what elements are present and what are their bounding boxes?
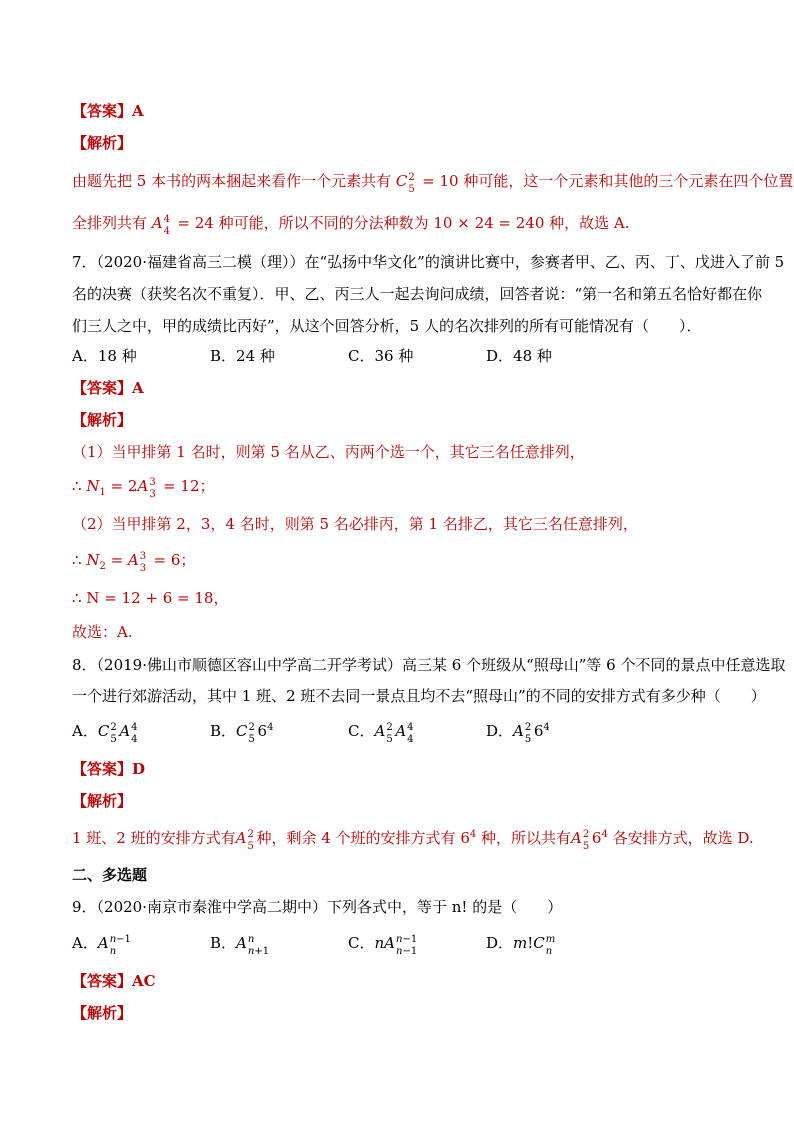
analysis-text-line: 由题先把 5 本书的两本捆起来看作一个元素共有 C 2 5 = 10 种可能，这一个元素和其他的三个元素在四个位置: [72, 172, 794, 195]
analysis-text-line: 全排列共有 A 4 4 = 24 种可能，所以不同的分法种数为 10 × 24 = 240 种，故选 A.: [72, 214, 630, 237]
analysis-conclusion: 故选：A.: [72, 623, 133, 641]
formula-a44: 4 4: [163, 214, 171, 237]
analysis-label: 【解析】: [72, 1004, 133, 1022]
option-c: C．A 2 5 A 4 4: [348, 722, 414, 745]
question-7-text: 7．（2020·福建省高三二模（理））在“弘扬中华文化”的演讲比赛中，参赛者甲、乙、丙、丁、戊进入了前 5: [72, 253, 785, 271]
analysis-formula: ∴ $N_1 = 2A$ 3 3 = 12；: [72, 477, 215, 500]
option-d: D．m!C m n: [486, 934, 556, 957]
option-d: D．48 种: [486, 347, 552, 365]
analysis-label: 【解析】: [72, 411, 133, 429]
section-heading: 二、多选题: [72, 866, 148, 884]
option-a: A．18 种: [72, 347, 137, 365]
formula-c52: 2 5: [408, 172, 415, 195]
option-a: A．A n−1 n: [72, 934, 131, 957]
analysis-label: 【解析】: [72, 792, 133, 810]
question-7-text: 们三人之中，甲的成绩比丙好”，从这个回答分析，5 人的名次排列的所有可能情况有（ ）．: [72, 317, 702, 335]
analysis-formula: ∴ N = 12 + 6 = 18，: [72, 589, 229, 607]
analysis-text-line: （2）当甲排第 2，3，4 名时，则第 5 名必排丙，第 1 名排乙，其它三名任意排列，: [72, 515, 638, 533]
option-b: B．24 种: [210, 347, 275, 365]
question-8-text: 一个进行郊游活动，其中 1 班、2 班不去同一景点且均不去“照母山”的不同的安排方式有多少种（ ）: [72, 687, 766, 705]
option-b: B．C 2 5 $6^4$: [210, 722, 274, 745]
option-a: A．C 2 5 A 4 4: [72, 722, 138, 745]
question-9-text: 9．（2020·南京市秦淮中学高二期中）下列各式中，等于 n! 的是（ ）: [72, 898, 563, 916]
option-d: D．A 2 5 $6^4$: [486, 722, 550, 745]
analysis-text-line: 1 班、2 班的安排方式有A 2 5 种，剩余 4 个班的安排方式有 $6^4$ 种，所以共有A 2 5 $6^4$ 各安排方式，故选 D.: [72, 829, 754, 852]
option-b: B．A n n+1: [210, 934, 270, 957]
analysis-text-line: （1）当甲排第 1 名时，则第 5 名从乙、丙两个选一个，其它三名任意排列，: [72, 443, 585, 461]
answer-label: 【答案】AC: [72, 972, 156, 990]
option-c: C．36 种: [348, 347, 414, 365]
analysis-formula: ∴ $N_2 = A$ 3 3 = 6；: [72, 551, 196, 574]
question-8-text: 8．（2019·佛山市顺德区容山中学高二开学考试）高三某 6 个班级从“照母山”等 6 个不同的景点中任意选取: [72, 656, 786, 674]
answer-label: 【答案】A: [72, 102, 144, 120]
analysis-label: 【解析】: [72, 134, 133, 152]
question-7-text: 名的决赛（获奖名次不重复）．甲、乙、丙三人一起去询问成绩，回答者说：“第一名和第五名恰好都在你: [72, 285, 763, 303]
option-c: C．nA n−1 n−1: [348, 934, 418, 957]
answer-label: 【答案】D: [72, 760, 146, 778]
answer-label: 【答案】A: [72, 379, 144, 397]
